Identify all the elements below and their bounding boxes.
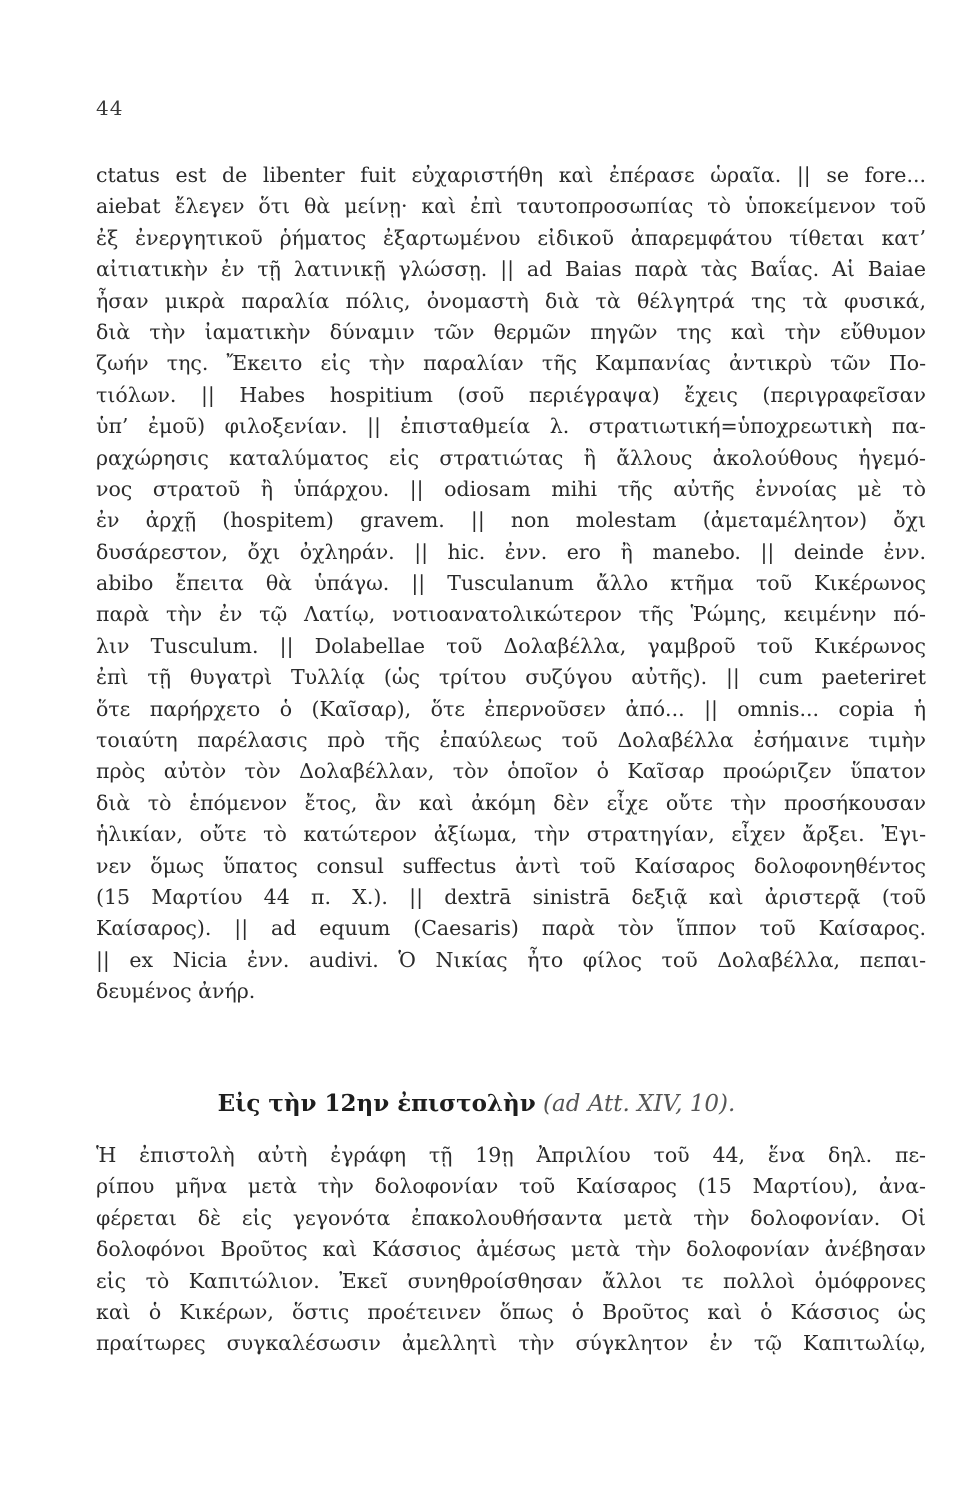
text-line: πραίτωρες συγκαλέσωσιν ἀμελλητὶ τὴν σύγκλητον ἐν τῷ Καπιτωλίῳ, <box>96 1331 926 1356</box>
text-line: δευμένος ἀνήρ. <box>96 979 256 1004</box>
text-line: νος στρατοῦ ἢ ὑπάρχου. || odiosam mihi τῆς αὐτῆς ἐννοίας μὲ τὸ <box>96 476 926 501</box>
text-line: ζωήν της. Ἔκειτο εἰς τὴν παραλίαν τῆς Καμπανίας ἀντικρὺ τῶν Πο- <box>96 351 926 376</box>
text-line: φέρεται δὲ εἰς γεγονότα ἐπακολουθήσαντα μετὰ τὴν δολοφονίαν. Οἱ <box>96 1205 926 1230</box>
text-line: εἰς τὸ Καπιτώλιον. Ἐκεῖ συνηθροίσθησαν ἄλλοι τε πολλοὶ ὁμόφρονες <box>96 1268 926 1293</box>
section-heading-title: Εἰς τὴν 12ην ἐπιστολὴν <box>217 1090 536 1117</box>
intro-block <box>96 1140 926 1360</box>
text-line: ἐν ἀρχῇ (hospitem) gravem. || non molestam (ἀμεταμέλητον) ὄχι <box>96 508 926 533</box>
text-line: ὅτε παρήρχετο ὁ (Καῖσαρ), ὅτε ἐπερνοῦσεν ἀπό... || omnis... copia ἡ <box>96 696 926 721</box>
section-heading <box>0 1090 953 1117</box>
text-line: αἰτιατικὴν ἐν τῇ λατινικῇ γλώσσῃ. || ad Baias παρὰ τὰς Βαΐας. Αἱ Baiae <box>96 257 926 282</box>
text-line: (15 Μαρτίου 44 π. Χ.). || dextrā sinistrā δεξιᾷ καὶ ἀριστερᾷ (τοῦ <box>96 884 926 909</box>
text-line: ctatus est de libenter fuit εὐχαριστήθη καὶ ἐπέρασε ὡραῖα. || se fore... <box>96 163 926 187</box>
text-line: ἐπὶ τῇ θυγατρὶ Τυλλίᾳ (ὡς τρίτου συζύγου αὐτῆς). || cum paeteriret <box>96 665 926 690</box>
text-line: abibo ἔπειτα θὰ ὑπάγω. || Tusculanum ἄλλο κτῆμα τοῦ Κικέρωνος <box>96 571 926 596</box>
text-line: || ex Nicia ἐνν. audivi. Ὁ Νικίας ἦτο φίλος τοῦ Δολαβέλλα, πεπαι- <box>96 947 926 972</box>
text-line: πρὸς αὐτὸν τὸν Δολαβέλλαν, τὸν ὁποῖον ὁ Καῖσαρ προώριζεν ὕπατον <box>96 759 926 784</box>
text-line: παρὰ τὴν ἐν τῷ Λατίῳ, νοτιοανατολικώτερον τῆς Ῥώμης, κειμένην πό- <box>96 602 926 627</box>
text-line: διὰ τὸ ἑπόμενον ἔτος, ἂν καὶ ἀκόμη δὲν εἶχε οὔτε τὴν προσήκουσαν <box>96 790 926 815</box>
section-heading-reference: (ad Att. XIV, 10). <box>543 1091 736 1117</box>
text-line: τιόλων. || Habes hospitium (σοῦ περιέγραψα) ἔχεις (περιγραφεῖσαν <box>96 382 926 407</box>
commentary-block <box>96 160 926 1008</box>
text-line: Καίσαρος). || ad equum (Caesaris) παρὰ τὸν ἵππον τοῦ Καίσαρος. <box>96 916 926 941</box>
text-line: διὰ τὴν ἰαματικὴν δύναμιν τῶν θερμῶν πηγῶν της καὶ τὴν εὔθυμον <box>96 319 926 344</box>
text-line: δολοφόνοι Βροῦτος καὶ Κάσσιος ἀμέσως μετὰ τὴν δολοφονίαν ἀνέβησαν <box>96 1237 926 1262</box>
text-line: ραχώρησις καταλύματος εἰς στρατιώτας ἢ ἄλλους ἀκολούθους ἡγεμό- <box>96 445 926 470</box>
text-line: ἡλικίαν, οὔτε τὸ κατώτερον ἀξίωμα, τὴν στρατηγίαν, εἶχεν ἄρξει. Ἐγι- <box>96 822 926 847</box>
text-line: aiebat ἔλεγεν ὅτι θὰ μείνῃ· καὶ ἐπὶ ταυτοπροσωπίας τὸ ὑποκείμενον τοῦ <box>96 194 926 219</box>
text-line: καὶ ὁ Κικέρων, ὅστις προέτεινεν ὅπως ὁ Βροῦτος καὶ ὁ Κάσσιος ὡς <box>96 1299 926 1324</box>
text-line: ἦσαν μικρὰ παραλία πόλις, ὀνομαστὴ διὰ τὰ θέλγητρά της τὰ φυσικά, <box>96 288 926 313</box>
text-line: λιν Tusculum. || Dolabellae τοῦ Δολαβέλλα, γαμβροῦ τοῦ Κικέρωνος <box>96 633 926 658</box>
text-line: νεν ὅμως ὕπατος consul suffectus ἀντὶ τοῦ Καίσαρος δολοφονηθέντος <box>96 853 926 878</box>
text-line: τοιαύτη παρέλασις πρὸ τῆς ἐπαύλεως τοῦ Δολαβέλλα ἐσήμαινε τιμὴν <box>96 728 926 753</box>
text-line: ὑπ’ ἐμοῦ) φιλοξενίαν. || ἐπισταθμεία λ. στρατιωτική=ὑποχρεωτικὴ πα- <box>96 414 926 439</box>
text-line: ἐξ ἐνεργητικοῦ ῥήματος ἐξαρτωμένου εἰδικοῦ ἀπαρεμφάτου τίθεται κατ’ <box>96 225 926 250</box>
page-number: 44 <box>96 96 124 120</box>
text-line: δυσάρεστον, ὄχι ὀχληράν. || hic. ἐνν. ero ἢ manebo. || deinde ἐνν. <box>96 539 926 564</box>
text-line: ρίπου μῆνα μετὰ τὴν δολοφονίαν τοῦ Καίσαρος (15 Μαρτίου), ἀνα- <box>96 1174 926 1199</box>
text-line: Ἡ ἐπιστολὴ αὐτὴ ἐγράφη τῇ 19ῃ Ἀπριλίου τοῦ 44, ἕνα δηλ. πε- <box>96 1143 926 1167</box>
